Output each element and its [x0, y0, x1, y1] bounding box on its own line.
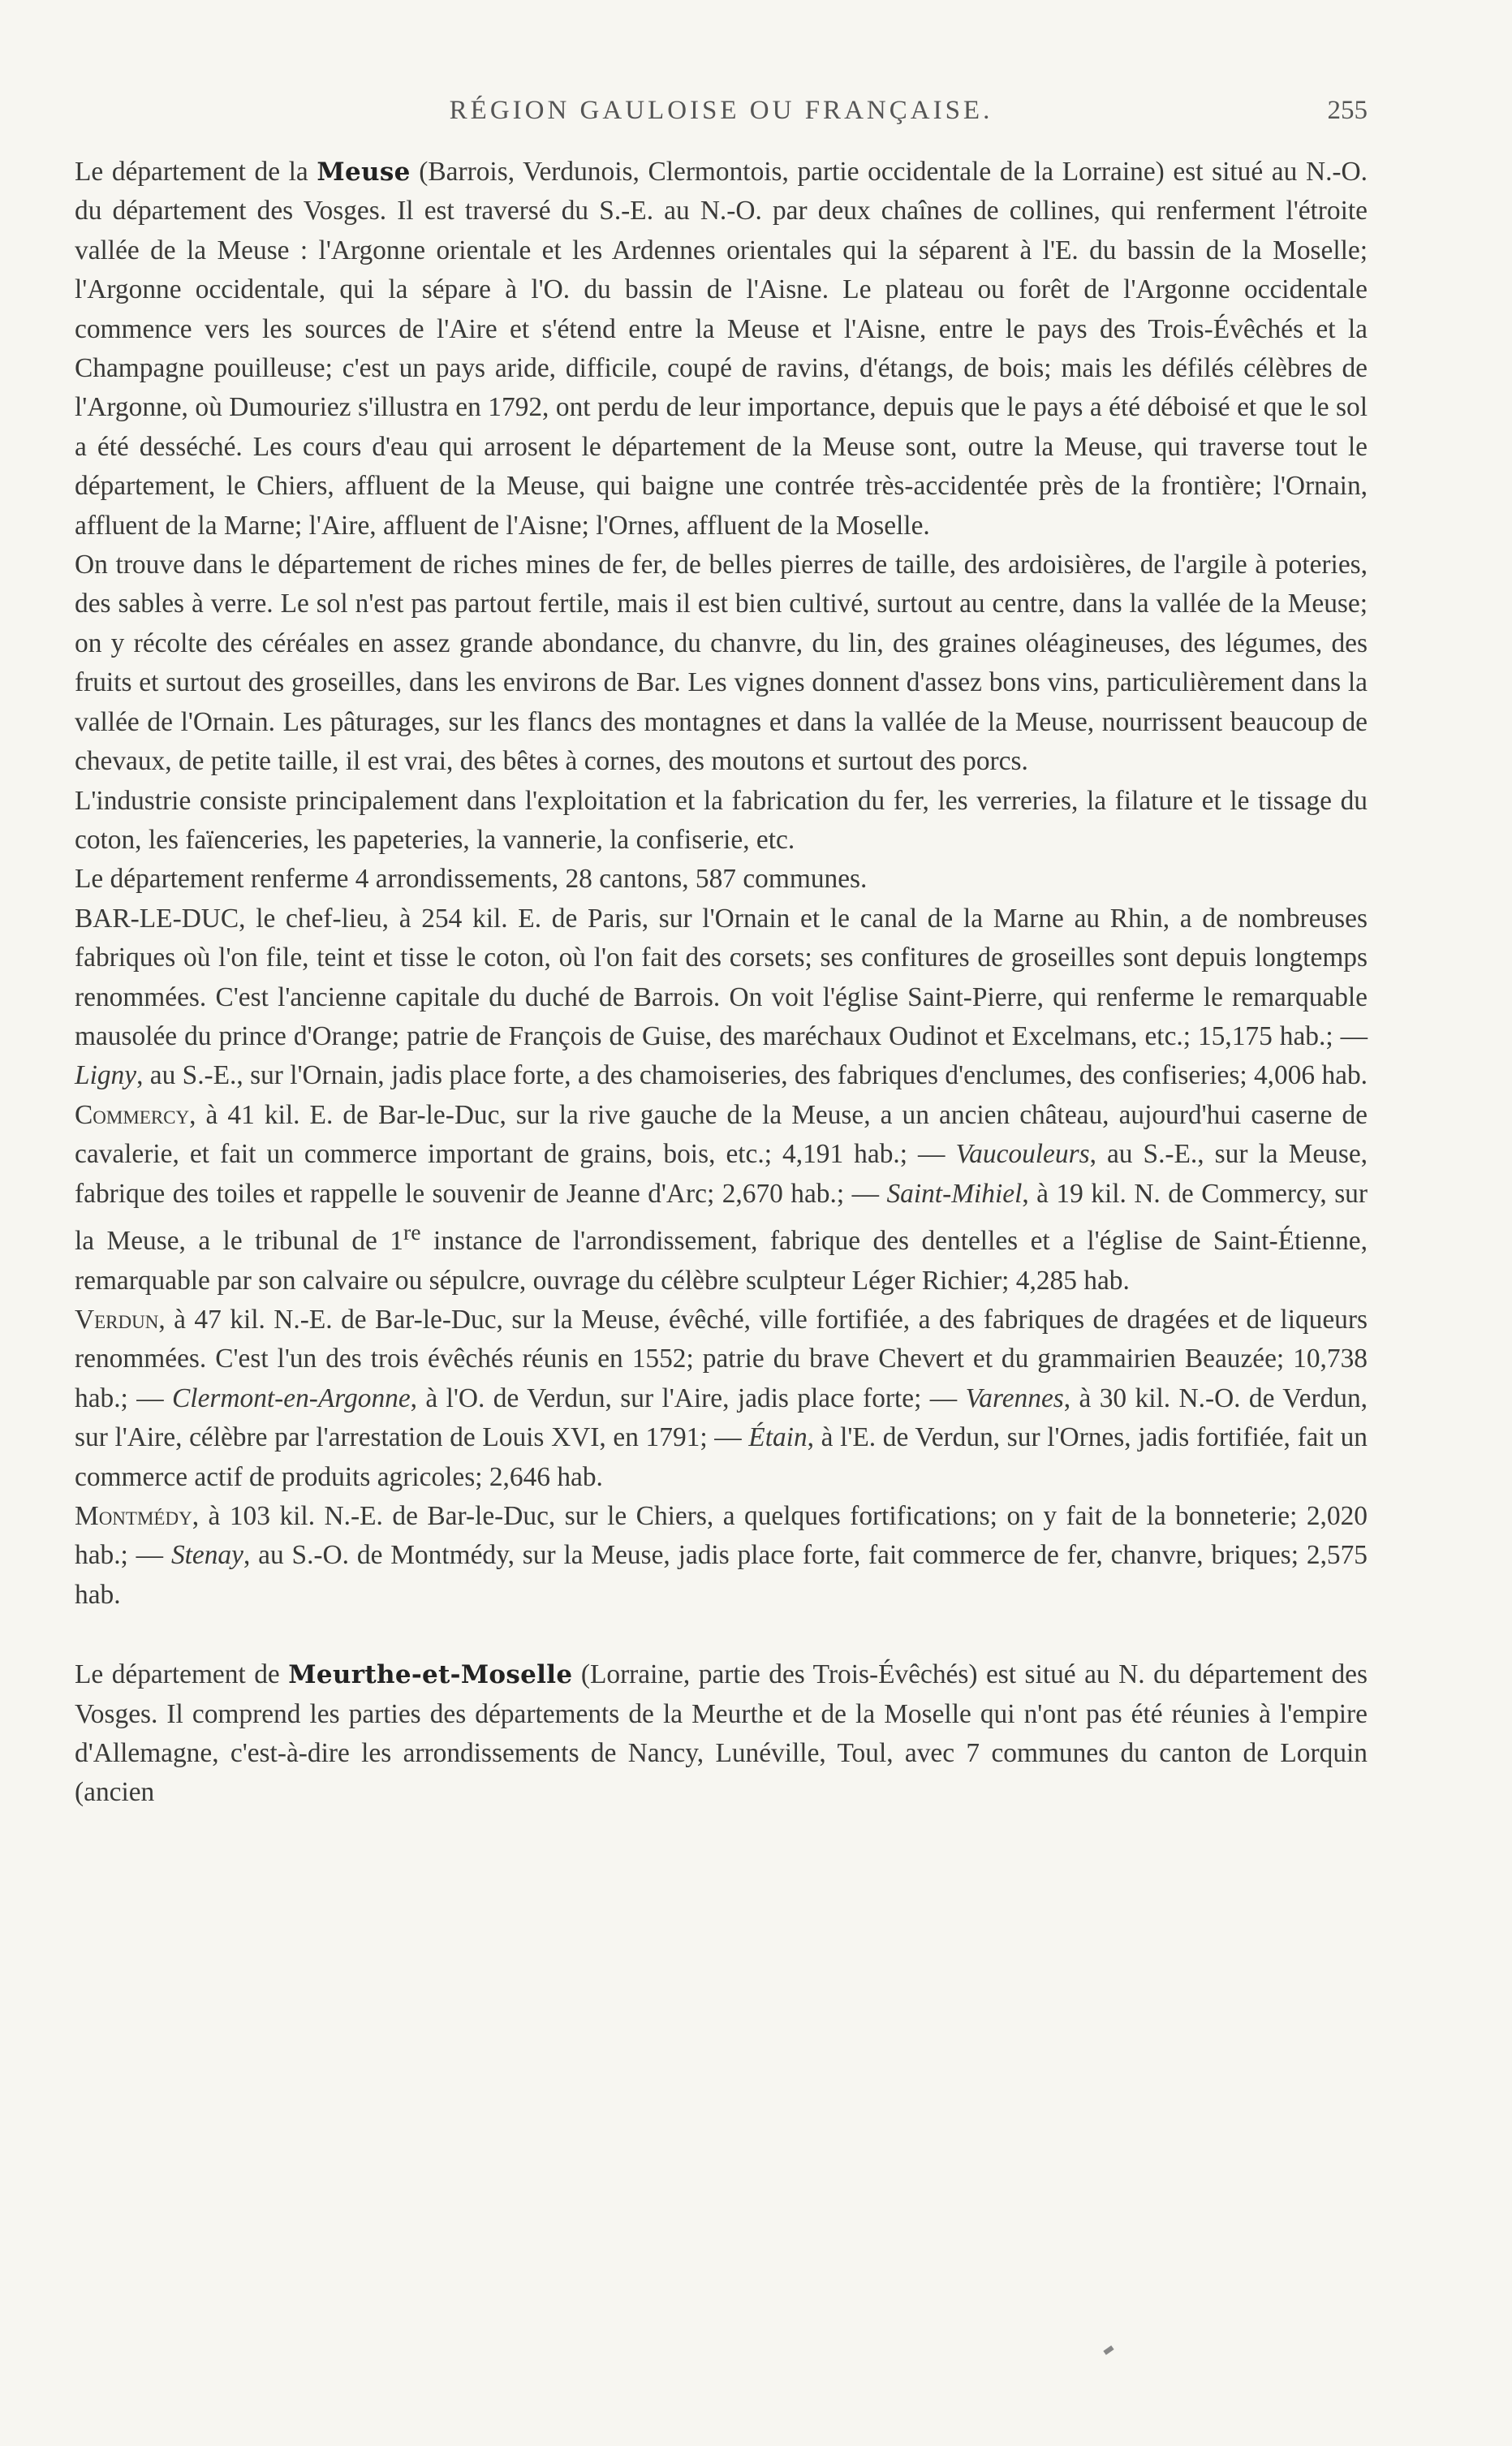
arrondissement-montmedy: Montmédy: [75, 1500, 192, 1531]
department-name-meurthe-et-moselle: Meurthe-et-Moselle: [288, 1660, 573, 1690]
montmedy-paragraph: Montmédy, à 103 kil. N.-E. de Bar-le-Duc, sur le Chiers, a quelques fortifications; on y fait de la bonneterie; 2,020 hab.; — Stenay, au S.-O. de Montmédy, sur la Meuse, jadis place forte, fait commerce de fer, chanvre, briques; 2,575 hab.: [75, 1500, 1368, 1610]
meuse-resources-paragraph: On trouve dans le département de riches mines de fer, de belles pierres de taille, des ardoisières, de l'argile à poteries, des sables à verre. Le sol n'est pas partout fertile, mais il est bien cultivé, surtout au centre, dans la vallée de la Meuse; on y récolte des céréales en assez grande abondance, du chanvre, du lin, des graines oléagineuses, des légumes, des fruits et surtout des groseilles, dans les environs de Bar. Les vignes donnent d'assez bons vins, particulièrement dans la vallée de l'Ornain. Les pâturages, sur les flancs des montagnes et dans la vallée de la Meuse, nourrissent beaucoup de chevaux, de petite taille, il est vrai, des bêtes à cornes, des moutons et surtout des porcs.: [75, 550, 1368, 777]
town-stenay: Stenay: [170, 1540, 243, 1571]
section-gap: [75, 1615, 1368, 1655]
town-saint-mihiel: Saint-Mihiel: [886, 1178, 1023, 1209]
arrondissement-commercy: Commercy: [75, 1099, 190, 1130]
meurthe-intro-paragraph: Le département de Meurthe-et-Moselle (Lorraine, partie des Trois-Évêchés) est situé au N. du département des Vosges. Il comprend les parties des départements de la Meurthe et de la Moselle qui n'ont pas été réunies à l'empire d'Allemagne, c'est-à-dire les arrondissements de Nancy, Lunéville, Toul, avec 7 communes du canton de Lorquin (ancien: [75, 1659, 1368, 1808]
page-header: [75, 96, 1368, 136]
body-text: [75, 153, 1368, 1813]
meuse-divisions-paragraph: Le département renferme 4 arrondissements, 28 cantons, 587 communes.: [75, 864, 868, 895]
arrondissement-verdun: Verdun: [75, 1304, 159, 1335]
ink-speck: [1103, 2345, 1114, 2355]
town-etain: Étain: [748, 1422, 808, 1453]
verdun-paragraph: Verdun, à 47 kil. N.-E. de Bar-le-Duc, sur la Meuse, évêché, ville fortifiée, a des fabriques de dragées et de liqueurs renommées. C'est l'un des trois évêchés réunis en 1552; patrie du brave Chevert et du grammairien Beauzée; 10,738 hab.; — Clermont-en-Argonne, à l'O. de Verdun, sur l'Aire, jadis place forte; — Varennes, à 30 kil. N.-O. de Verdun, sur l'Aire, célèbre par l'arrestation de Louis XVI, en 1791; — Étain, à l'E. de Verdun, sur l'Ornes, jadis fortifiée, fait un commerce actif de produits agricoles; 2,646 hab.: [75, 1304, 1368, 1492]
meuse-industry-paragraph: L'industrie consiste principalement dans l'exploitation et la fabrication du fer, les verreries, la filature et le tissage du coton, les faïenceries, les papeteries, la vannerie, la confiserie, etc.: [75, 785, 1368, 855]
running-title: RÉGION GAULOISE OU FRANÇAISE.: [449, 96, 993, 125]
town-vaucouleurs: Vaucouleurs: [955, 1139, 1090, 1170]
town-clermont: Clermont-en-Argonne: [172, 1383, 411, 1413]
town-varennes: Varennes: [965, 1383, 1064, 1413]
meuse-intro-paragraph: Le département de la Meuse (Barrois, Verdunois, Clermontois, partie occidentale de la Lorraine) est situé au N.-O. du département des Vosges. Il est traversé du S.-E. au N.-O. par deux chaînes de collines, qui renferment l'étroite vallée de la Meuse : l'Argonne orientale et les Ardennes orientales qui la séparent à l'E. du bassin de la Moselle; l'Argonne occidentale, qui la sépare à l'O. du bassin de l'Aisne. Le plateau ou forêt de l'Argonne occidentale commence vers les sources de l'Aire et s'étend entre la Meuse et l'Aisne, entre le pays des Trois-Évêchés et la Champagne pouilleuse; c'est un pays aride, difficile, coupé de ravins, d'étangs, de bois; mais les défilés célèbres de l'Argonne, où Dumouriez s'illustra en 1792, ont perdu de leur importance, depuis que le pays a été déboisé et que le sol a été desséché. Les cours d'eau qui arrosent le département de la Meuse sont, outre la Meuse, qui traverse tout le département, le Chiers, affluent de la Meuse, qui baigne une contrée très-accidentée près de la frontière; l'Ornain, affluent de la Marne; l'Aire, affluent de l'Aisne; l'Ornes, affluent de la Moselle.: [75, 157, 1368, 541]
department-name-meuse: Meuse: [317, 157, 411, 187]
commercy-paragraph: Commercy, à 41 kil. E. de Bar-le-Duc, sur la rive gauche de la Meuse, a un ancien château, aujourd'hui caserne de cavalerie, et fait un commerce important de grains, bois, etc.; 4,191 hab.; — Vaucouleurs, au S.-E., sur la Meuse, fabrique des toiles et rappelle le souvenir de Jeanne d'Arc; 2,670 hab.; — Saint-Mihiel, à 19 kil. N. de Commercy, sur la Meuse, a le tribunal de 1re instance de l'arrondissement, fabrique des dentelles et a l'église de Saint-Étienne, remarquable par son calvaire ou sépulcre, ouvrage du célèbre sculpteur Léger Richier; 4,285 hab.: [75, 1099, 1368, 1296]
page-number: 255: [1327, 96, 1368, 125]
bar-le-duc-paragraph: BAR-LE-DUC, le chef-lieu, à 254 kil. E. de Paris, sur l'Ornain et le canal de la Marne au Rhin, a de nombreuses fabriques où l'on file, teint et tisse le coton, où l'on fait des corsets; ses confitures de groseilles sont depuis longtemps renommées. C'est l'ancienne capitale du duché de Barrois. On voit l'église Saint-Pierre, qui renferme le remarquable mausolée du prince d'Orange; patrie de François de Guise, des maréchaux Oudinot et Excelmans, etc.; 15,175 hab.; — Ligny, au S.-E., sur l'Ornain, jadis place forte, a des chamoiseries, des fabriques d'enclumes, des confiseries; 4,006 hab.: [75, 903, 1368, 1091]
town-ligny: Ligny: [75, 1060, 137, 1091]
